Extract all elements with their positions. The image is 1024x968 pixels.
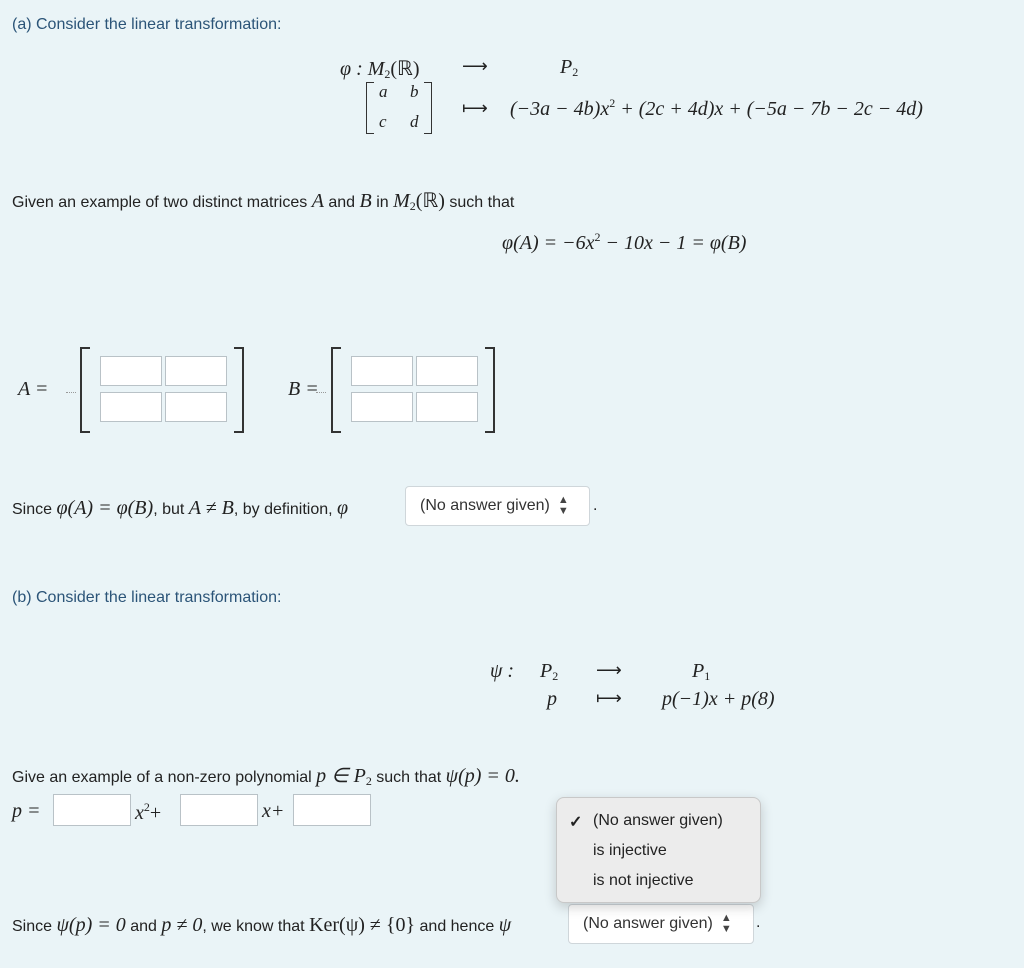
since-a-phi: φ bbox=[337, 497, 349, 519]
mapsto-arrow-a: ⟼ bbox=[462, 98, 488, 119]
given-space-m: M bbox=[393, 190, 410, 212]
injectivity-select-a[interactable] bbox=[405, 486, 590, 526]
since-b-math-1: ψ(p) = 0 bbox=[56, 914, 126, 936]
term-x2-exp: 2 bbox=[143, 800, 150, 814]
formula-part-2: + (2c + 4d)x + (−5a − 7b − 2c − 4d) bbox=[615, 98, 923, 120]
give-math-1-sub: 2 bbox=[365, 774, 372, 788]
part-a-label: (a) Consider the linear transformation: bbox=[12, 16, 282, 33]
give-math-1 bbox=[316, 765, 372, 787]
term-x2-var: x bbox=[135, 802, 144, 824]
matrix-entry-a: a bbox=[379, 82, 388, 101]
since-b-text-2: , we know that bbox=[202, 918, 305, 935]
matrix-bracket-left bbox=[366, 82, 374, 134]
a21-input[interactable] bbox=[100, 392, 162, 422]
give-text-2: such that bbox=[376, 769, 442, 786]
phi-domain bbox=[340, 56, 420, 82]
since-b-text-1: Since bbox=[12, 918, 53, 935]
b22-input[interactable] bbox=[416, 392, 478, 422]
b-label: B = bbox=[288, 378, 319, 400]
since-a-math-1: φ(A) = φ(B) bbox=[56, 497, 154, 519]
psi-domain bbox=[540, 660, 558, 684]
psi-codomain-p: P bbox=[692, 660, 705, 682]
coef-x-input[interactable] bbox=[180, 794, 258, 826]
since-b-math-3: Ker(ψ) ≠ {0} bbox=[309, 914, 416, 936]
equation-part-2: − 10x − 1 = φ(B) bbox=[600, 232, 747, 254]
given-b: B bbox=[359, 190, 372, 212]
equation-part-1: φ(A) = −6x bbox=[502, 232, 595, 254]
option-no-answer[interactable]: (No answer given) bbox=[593, 812, 723, 829]
since-a-text-1: Since bbox=[12, 501, 53, 518]
a12-input[interactable] bbox=[165, 356, 227, 386]
codomain-subscript: 2 bbox=[572, 65, 579, 79]
a-bracket-left bbox=[80, 347, 90, 433]
psi-label: ψ : bbox=[490, 660, 515, 682]
codomain-p: P bbox=[560, 56, 573, 78]
given-space bbox=[393, 190, 445, 212]
select-b-value: (No answer given) bbox=[583, 915, 713, 932]
formula-exponent: 2 bbox=[609, 96, 616, 110]
select-updown-icon: ▲ ▼ bbox=[720, 912, 732, 935]
option-is-not-injective[interactable]: is not injective bbox=[593, 872, 694, 889]
given-space-sub: 2 bbox=[409, 199, 416, 213]
give-math-1-main: p ∈ P bbox=[316, 765, 366, 787]
matrix-entry-d: d bbox=[410, 112, 419, 131]
given-a: A bbox=[311, 190, 324, 212]
formula-part-1: (−3a − 4b)x bbox=[510, 98, 610, 120]
psi-domain-sub: 2 bbox=[552, 669, 559, 683]
long-arrow-a: ⟶ bbox=[462, 56, 488, 77]
checkmark-icon: ✓ bbox=[569, 814, 583, 831]
matrix-entry-c: c bbox=[379, 112, 387, 131]
coef-x2-input[interactable] bbox=[53, 794, 131, 826]
part-b-label: (b) Consider the linear transformation: bbox=[12, 589, 282, 606]
coef-const-input[interactable] bbox=[293, 794, 371, 826]
option-is-injective[interactable]: is injective bbox=[593, 842, 667, 859]
a22-input[interactable] bbox=[165, 392, 227, 422]
term-x2-plus: + bbox=[149, 802, 162, 824]
injectivity-select-b[interactable] bbox=[568, 904, 754, 944]
psi-codomain-sub: 1 bbox=[704, 669, 711, 683]
since-statement-b bbox=[12, 914, 511, 937]
period-a: . bbox=[593, 497, 598, 514]
b21-input[interactable] bbox=[351, 392, 413, 422]
a-dash bbox=[66, 392, 76, 393]
b11-input[interactable] bbox=[351, 356, 413, 386]
b-dash bbox=[316, 392, 326, 393]
select-a-value: (No answer given) bbox=[420, 497, 550, 514]
b12-input[interactable] bbox=[416, 356, 478, 386]
give-text-1: Give an example of a non-zero polynomial bbox=[12, 769, 312, 786]
domain-subscript: 2 bbox=[384, 67, 391, 81]
given-and: and bbox=[328, 194, 356, 211]
given-such-that: such that bbox=[449, 194, 515, 211]
since-b-and: and bbox=[130, 918, 157, 935]
since-statement-a bbox=[12, 497, 348, 520]
a-bracket-right bbox=[234, 347, 244, 433]
phi-formula bbox=[510, 96, 923, 121]
psi-codomain bbox=[692, 660, 710, 684]
given-statement bbox=[12, 188, 514, 214]
psi-domain-p: P bbox=[540, 660, 553, 682]
give-statement bbox=[12, 763, 520, 789]
since-b-math-2: p ≠ 0 bbox=[161, 914, 203, 936]
since-a-text-2: , but bbox=[153, 501, 185, 518]
period-b: . bbox=[756, 914, 761, 931]
mapsto-arrow-b: ⟼ bbox=[596, 688, 622, 709]
select-updown-icon: ▲ ▼ bbox=[557, 494, 569, 517]
phi-symbol: φ : M bbox=[340, 58, 385, 80]
since-a-math-2: A ≠ B bbox=[188, 497, 234, 519]
long-arrow-b: ⟶ bbox=[596, 660, 622, 681]
since-a-text-3: , by definition, bbox=[233, 501, 333, 518]
phi-codomain bbox=[560, 56, 578, 80]
b-bracket-left bbox=[331, 347, 341, 433]
give-math-2: ψ(p) = 0. bbox=[445, 765, 520, 787]
term-x2 bbox=[135, 800, 161, 825]
psi-element: p bbox=[547, 688, 557, 710]
term-x: x+ bbox=[262, 800, 285, 822]
since-b-text-3: and hence bbox=[419, 918, 495, 935]
matrix-bracket-right bbox=[424, 82, 432, 134]
target-equation bbox=[502, 230, 746, 255]
matrix-entry-b: b bbox=[410, 82, 419, 101]
psi-image: p(−1)x + p(8) bbox=[662, 688, 775, 710]
injectivity-dropdown-menu bbox=[556, 797, 761, 903]
p-label: p = bbox=[12, 800, 41, 822]
a-label: A = bbox=[18, 378, 49, 400]
given-in: in bbox=[376, 194, 389, 211]
equation-exponent: 2 bbox=[594, 230, 601, 244]
b-bracket-right bbox=[485, 347, 495, 433]
given-text: Given an example of two distinct matrices bbox=[12, 194, 308, 211]
a11-input[interactable] bbox=[100, 356, 162, 386]
domain-field: (ℝ) bbox=[390, 58, 420, 80]
since-b-psi: ψ bbox=[498, 914, 512, 936]
given-space-field: (ℝ) bbox=[415, 190, 445, 212]
